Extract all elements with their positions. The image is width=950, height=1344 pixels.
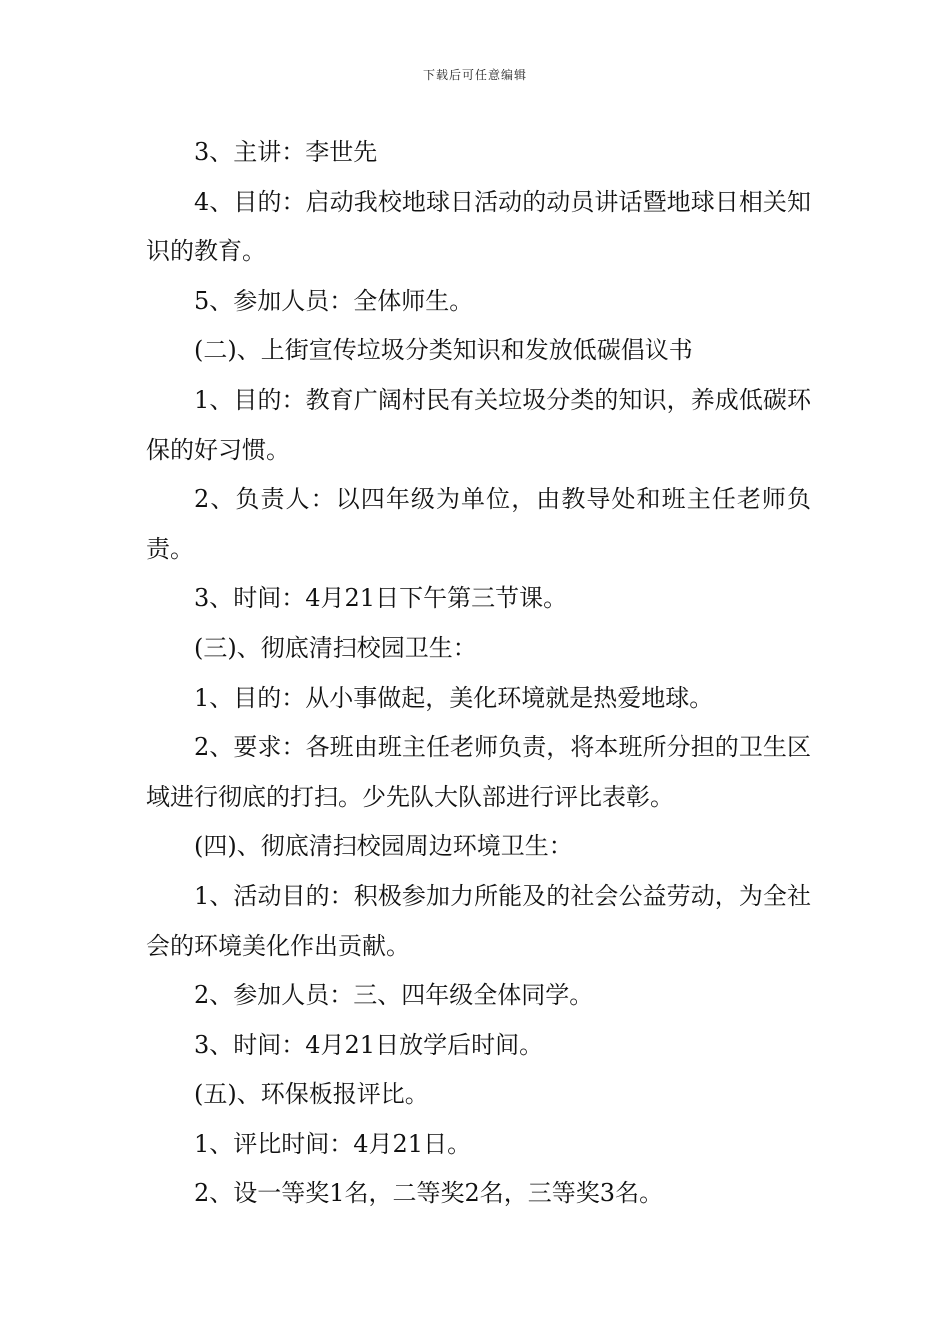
paragraph-responsible-2: 2、负责人：以四年级为单位，由教导处和班主任老师负责。 [146,485,811,563]
paragraph-participants-4: 2、参加人员：三、四年级全体同学。 [194,981,594,1010]
paragraph-purpose-2: 1、目的：教育广阔村民有关垃圾分类的知识，养成低碳环保的好习惯。 [146,385,811,464]
paragraph-participants: 5、参加人员：全体师生。 [194,286,474,315]
page-header-note: 下载后可任意编辑 [422,68,527,82]
section-heading-2: (二)、上街宣传垃圾分类知识和发放低碳倡议书 [194,336,693,365]
paragraph-purpose-3: 1、目的：从小事做起，美化环境就是热爱地球。 [194,683,714,712]
paragraph-purpose: 4、目的：启动我校地球日活动的动员讲话暨地球日相关知识的教育。 [146,187,811,266]
document-body [146,128,811,1219]
paragraph-time-2: 3、时间：4月21日下午第三节课。 [194,584,568,613]
paragraph-judging-time-5: 1、评比时间：4月21日。 [194,1129,472,1158]
paragraph-purpose-4: 1、活动目的：积极参加力所能及的社会公益劳动，为全社会的环境美化作出贡献。 [146,881,811,960]
paragraph-time-4: 3、时间：4月21日放学后时间。 [194,1030,544,1059]
paragraph-requirement-3: 2、要求：各班由班主任老师负责，将本班所分担的卫生区域进行彻底的打扫。少先队大队部进行评比表彰。 [146,733,811,811]
section-heading-3: (三)、彻底清扫校园卫生： [194,633,477,662]
paragraph-awards-5: 2、设一等奖1名，二等奖2名，三等奖3名。 [194,1179,664,1208]
paragraph-speaker: 3、主讲：李世先 [194,138,378,166]
section-heading-4: (四)、彻底清扫校园周边环境卫生： [194,832,573,861]
section-heading-5: (五)、环保板报评比。 [194,1080,429,1109]
